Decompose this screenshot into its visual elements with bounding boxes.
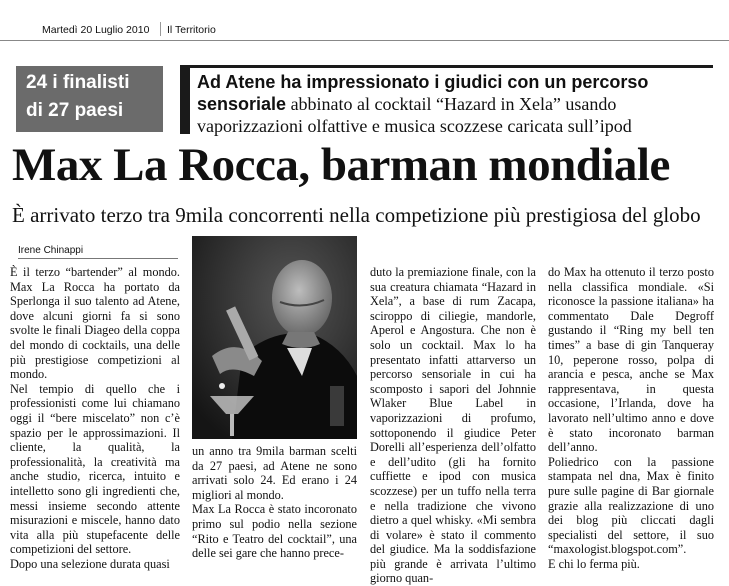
subheadline (197, 71, 717, 137)
paragraph: È il terzo “bartender” al mondo. Max La Rocca ha portato da Sperlonga il suo talento ad Atene, dove alcuni giorni fa si sono svolte le finali Diageo della coppa del mondo di cocktails, una delle più prestigiose competizioni al mondo. (10, 265, 180, 382)
paragraph: Max La Rocca è stato incoronato primo sul podio nella sezione “Rito e Teatro del cocktail”, una delle sei gare che hanno prece- (192, 502, 357, 561)
paragraph: un anno tra 9mila barman scelti da 27 paesi, ad Atene ne sono arrivati solo 24. Ed erano i 24 migliori al mondo. (192, 444, 357, 502)
page-header (0, 0, 729, 40)
paragraph: duto la premiazione finale, con la sua creatura chiamata “Hazard in Xela”, a base di rum Zacapa, sciroppo di ciliegie, mandorle, Aperol e Angostura. Che non è solo un cocktail. Max lo ha presentato infatti attarverso un percorso sensoriale in cui ha scomposto i sapori del Johnnie Wlaker Blue Label in vaporizzazioni di profumo, sottoponendo il giudice Peter Dorelli all’esperienza dell’olfatto e dell’udito (gli ha fornito cuffiette e ipod con musica scozzese) per un tuffo nella terra e nella tradizione che vivono dietro a quel whisky. «Mi sembra di volare» è stato il commento del giudice. Ma la soddisfazione più grande è arrivata l’ultimo giorno quan- (370, 265, 536, 586)
header-rule (0, 40, 729, 41)
badge-line-2: di 27 paesi (26, 100, 124, 121)
issue-date: Martedì 20 Luglio 2010 (42, 24, 150, 36)
header-divider (160, 22, 161, 36)
subhead-bar (180, 65, 190, 134)
article-column-2 (192, 444, 357, 561)
subhead-top-rule (190, 65, 713, 68)
finalists-badge (16, 66, 163, 132)
subhead-bold: Ad Atene ha impressionato i giudici con un percorso sensoriale (197, 72, 649, 114)
byline-rule (18, 258, 178, 259)
subhead-text: abbinato al cocktail “Hazard in Xela” usando vaporizzazioni olfattive e musica scozzese caricata sull’ipod (197, 94, 632, 136)
barman-photo (192, 236, 357, 439)
article-column-3 (370, 265, 536, 586)
badge-line-1: 24 i finalisti (26, 72, 130, 93)
paragraph: Nel tempio di quello che i professionisti come lui chiamano oggi il “bere miscelato” non c’è spazio per le approssimazioni. Il cliente, la qualità, la professionalità, la creatività ma anche studio, ricerca, intuito e intelletto sono gli ingredienti che, messi insieme secondo attente misurazioni e miscele, hanno dato vita alla più stupefacente delle competizioni del settore. (10, 381, 180, 557)
paragraph: Dopo una selezione durata quasi (10, 556, 170, 571)
paragraph: do Max ha ottenuto il terzo posto nella classifica mondiale. «Si riconosce la passione italiana» ha commentato Dale Degroff gustando il “Ring my bell ten times” a base di gin Tanqueray 10, peperone rosso, polpa di arancia e pesca, anche se Max rappresentava, in questa occasione, l’Irlanda, dove ha lavorato nell’ultimo anno e dove è stato incoronato barman dell’anno. (548, 265, 714, 455)
photo-illustration (192, 236, 357, 439)
deck: È arrivato terzo tra 9mila concorrenti nella competizione più prestigiosa del globo (12, 203, 701, 227)
paragraph: E chi lo ferma più. (548, 556, 640, 571)
article-column-4 (548, 265, 714, 571)
section-name: Il Territorio (167, 24, 216, 36)
article-column-1 (10, 265, 180, 571)
byline: Irene Chinappi (18, 245, 84, 256)
headline: Max La Rocca, barman mondiale (12, 139, 670, 191)
paragraph: Poliedrico con la passione stampata nel dna, Max è finito pure sulle pagine di Bar giornale grazie alla realizzazione di uno dei blog più cliccati dagli specialisti del settore, il suo “maxologist.blogspot.com”. (548, 454, 714, 557)
